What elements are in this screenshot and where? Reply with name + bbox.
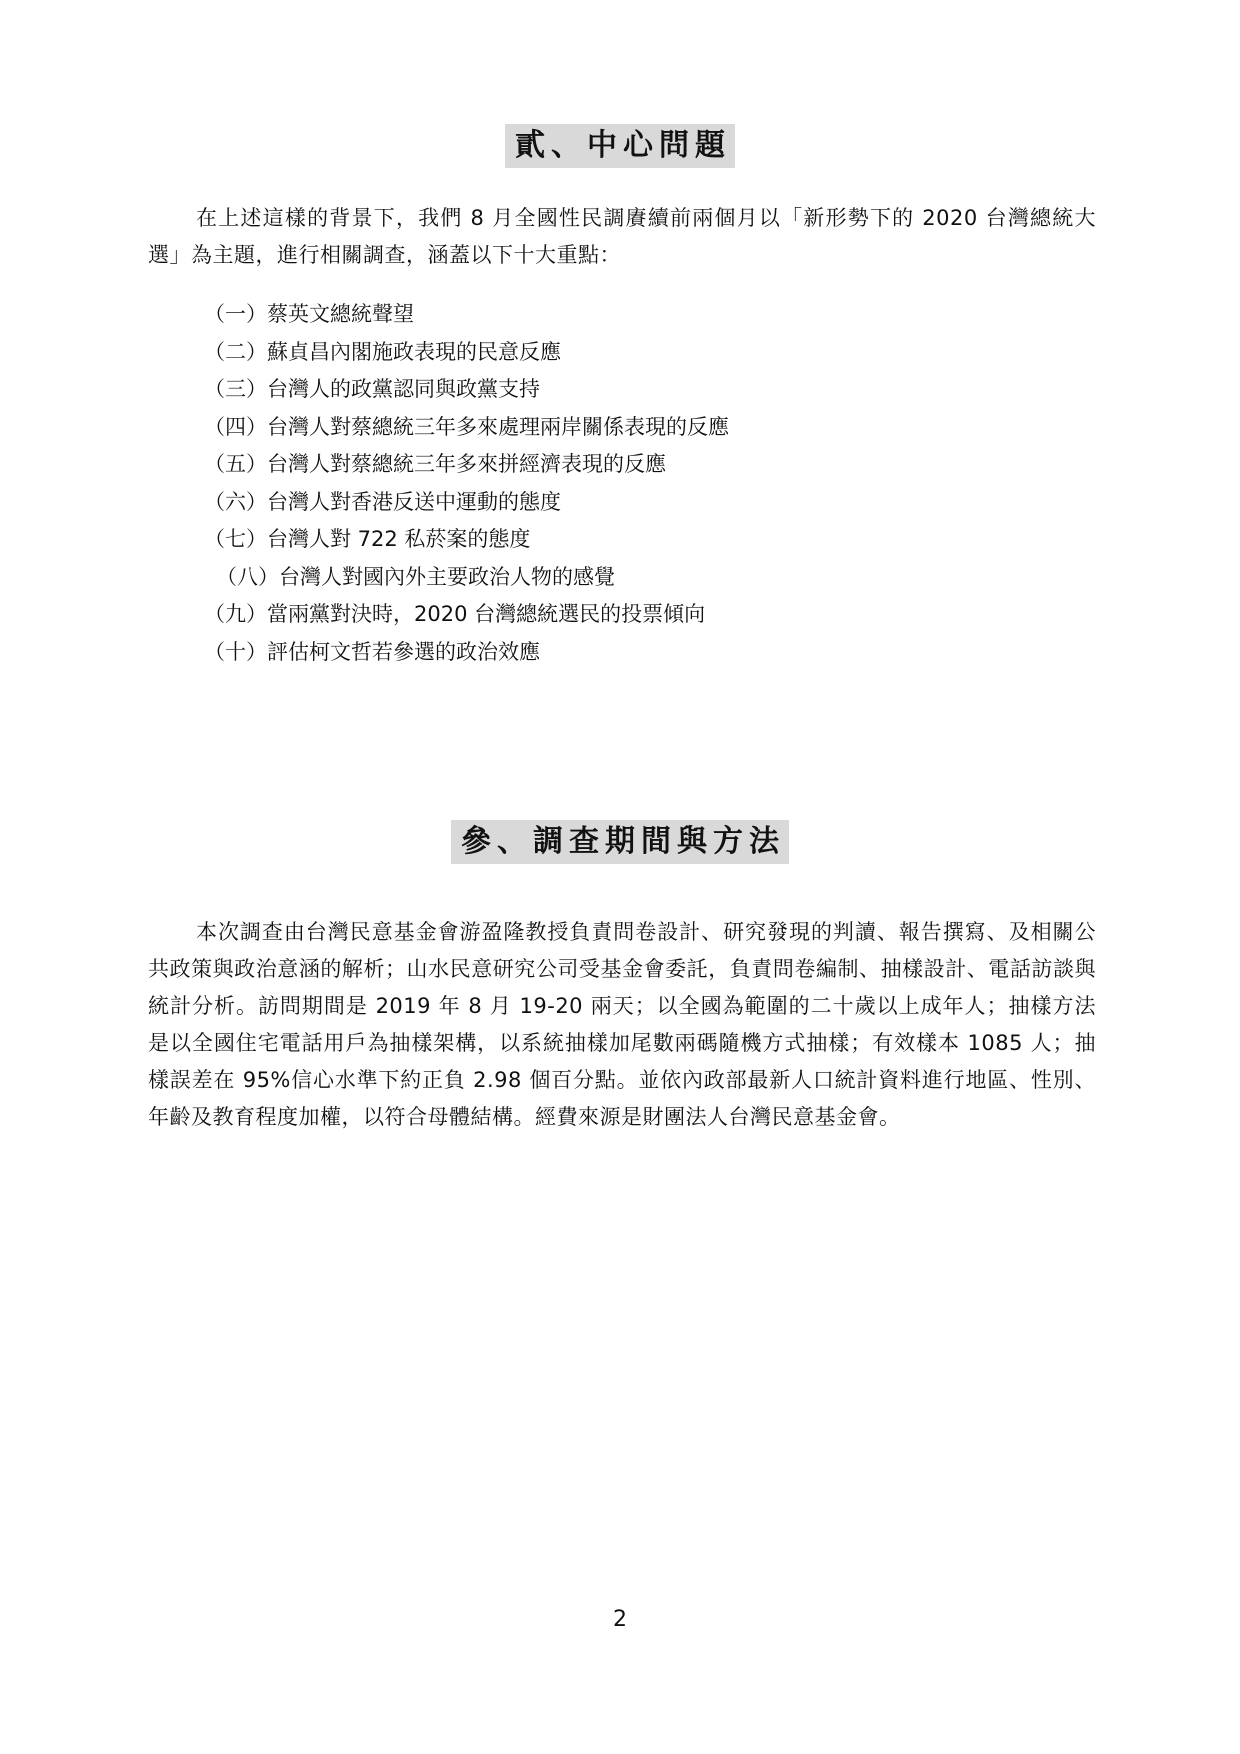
section-heading-text: 參、調查期間與方法 xyxy=(451,820,789,864)
section-heading-survey-method xyxy=(0,820,1240,864)
method-paragraph: 本次調查由台灣民意基金會游盈隆教授負責問卷設計、研究發現的判讀、報告撰寫、及相關公共政策與政治意涵的解析；山水民意研究公司受基金會委託，負責問卷編制、抽樣設計、電話訪談與統計分析。訪問期間是 2019 年 8 月 19-20 兩天；以全國為範圍的二十歲以上成年人；抽樣方法是以全國住宅電話用戶為抽樣架構，以系統抽樣加尾數兩碼隨機方式抽樣；有效樣本 1085 人；抽樣誤差在 95%信心水準下約正負 2.98 個百分點。並依內政部最新人口統計資料進行地區、性別、年齡及教育程度加權，以符合母體結構。經費來源是財團法人台灣民意基金會。 xyxy=(148,920,1096,1129)
section-heading-central-issues xyxy=(0,124,1240,168)
section-heading-text: 貳、中心問題 xyxy=(505,124,735,168)
list-item: （四）台灣人對蔡總統三年多來處理兩岸關係表現的反應 xyxy=(204,414,729,439)
list-item: （九）當兩黨對決時，2020 台灣總統選民的投票傾向 xyxy=(204,602,706,626)
list-item: （二）蘇貞昌內閣施政表現的民意反應 xyxy=(204,339,561,364)
topic-list xyxy=(204,296,729,671)
list-item: （一）蔡英文總統聲望 xyxy=(204,302,414,326)
list-item: （五）台灣人對蔡總統三年多來拼經濟表現的反應 xyxy=(204,452,666,476)
page-number: 2 xyxy=(613,1607,627,1632)
list-item: （六）台灣人對香港反送中運動的態度 xyxy=(204,489,561,514)
list-item: （七）台灣人對 722 私菸案的態度 xyxy=(204,527,531,551)
list-item: （三）台灣人的政黨認同與政黨支持 xyxy=(204,377,540,401)
list-item: （八）台灣人對國內外主要政治人物的感覺 xyxy=(216,564,615,589)
intro-paragraph: 在上述這樣的背景下，我們 8 月全國性民調賡續前兩個月以「新形勢下的 2020 台灣總統大選」為主題，進行相關調查，涵蓋以下十大重點： xyxy=(148,206,1096,267)
list-item: （十）評估柯文哲若參選的政治效應 xyxy=(204,639,540,664)
